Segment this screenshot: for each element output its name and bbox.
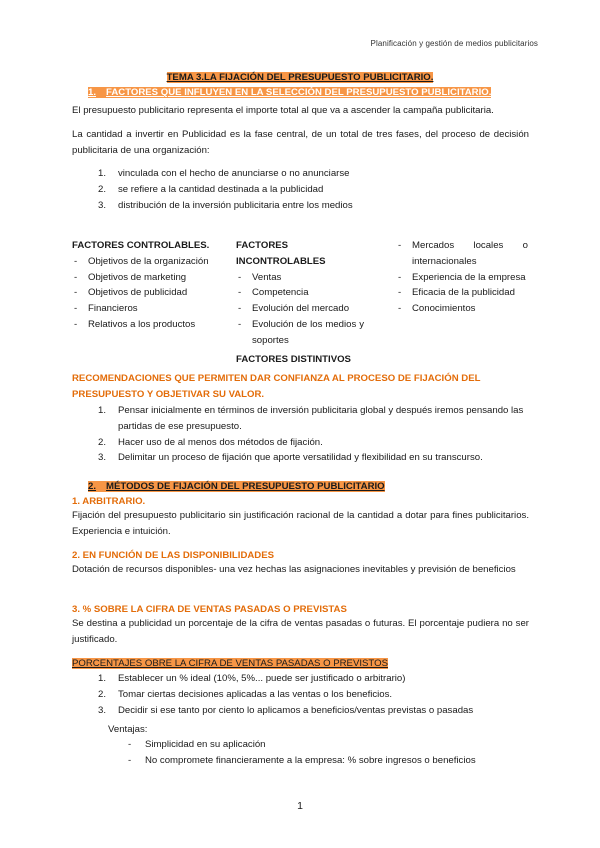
controllable-factors (72, 238, 212, 333)
list-item: 2. Tomar ciertas decisiones aplicadas a las ventas o los beneficios. (98, 688, 393, 700)
list-item: 1. Establecer un % ideal (10%, 5%... puede ser justificado o arbitrario) (98, 673, 406, 684)
recommendations-list (98, 403, 528, 466)
phases-list (98, 166, 538, 213)
section-2-heading-text (88, 481, 385, 492)
list-item: - Objetivos de publicidad (72, 285, 212, 301)
uncontrollable-factors-title: FACTORES INCONTROLABLES (236, 240, 326, 267)
method-1-text: Fijación del presupuesto publicitario sin justificación racional de la cantidad a dotar para fines publicitarios. Experiencia e intuición. (72, 510, 529, 537)
page-number: 1 (297, 800, 303, 812)
section-1-title: FACTORES QUE INFLUYEN EN LA SELECCIÓN DEL PRESUPUESTO PUBLICITARIO. (106, 87, 492, 98)
distinctive-factors (396, 238, 528, 317)
list-item: - Mercados locales o internacionales (396, 238, 528, 270)
list-item: 3. distribución de la inversión publicitaria entre los medios (98, 199, 353, 211)
section-2-title: MÉTODOS DE FIJACIÓN DEL PRESUPUESTO PUBLICITARIO (106, 481, 385, 492)
method-2-title: 2. EN FUNCIÓN DE LAS DISPONIBILIDADES (72, 550, 275, 561)
section-1-number: 1. (88, 87, 97, 98)
page-title (0, 70, 600, 86)
list-item: - Financieros (72, 301, 212, 317)
list-item: - Objetivos de la organización (72, 254, 212, 270)
method-2-text: Dotación de recursos disponibles- una vez hechas las asignaciones inevitables y previsión de beneficios (72, 564, 516, 575)
list-item: - Experiencia de la empresa (396, 270, 528, 286)
list-item: - Evolución de los medios y soportes (236, 317, 364, 349)
percentage-heading-text: PORCENTAJES OBRE LA CIFRA DE VENTAS PASADAS O PREVISTOS (72, 658, 388, 669)
list-item: - Evolución del mercado (236, 301, 364, 317)
section-1-intro: El presupuesto publicitario representa el importe total al que va a ascender la campaña publicitaria. (72, 105, 494, 116)
list-item: 2. se refiere a la cantidad destinada a la publicidad (98, 183, 324, 195)
list-item: - Objetivos de marketing (72, 270, 212, 286)
percentage-steps (98, 671, 538, 718)
running-header: Planificación y gestión de medios publicitarios (370, 39, 538, 48)
method-3-text: Se destina a publicidad un porcentaje de la cifra de ventas pasadas o futuras. El porcentaje pudiera no ser justificado. (72, 618, 529, 645)
list-item: - Competencia (236, 285, 364, 301)
section-1-heading (88, 85, 491, 101)
list-item: - Simplicidad en su aplicación (128, 737, 548, 753)
list-item: 1. vinculada con el hecho de anunciarse o no anunciarse (98, 168, 350, 179)
list-item: - Conocimientos (396, 301, 528, 317)
list-item: 3. Delimitar un proceso de fijación que aporte versatilidad y flexibilidad en su transcurso. (98, 452, 483, 464)
section-1-paragraph: La cantidad a invertir en Publicidad es la fase central, de un total de tres fases, del proceso de decisión publicitaria de una organización: (72, 129, 529, 156)
uncontrollable-factors (236, 238, 364, 367)
section-2-number: 2. (88, 481, 97, 492)
advantages-list (128, 737, 548, 769)
list-item: - No compromete financieramente a la empresa: % sobre ingresos o beneficios (128, 753, 548, 769)
section-2-heading (88, 479, 385, 495)
section-1-heading-text (88, 87, 491, 98)
percentage-heading (72, 656, 388, 672)
method-3-title: 3. % SOBRE LA CIFRA DE VENTAS PASADAS O PREVISTAS (72, 604, 347, 615)
recommendations-heading: RECOMENDACIONES QUE PERMITEN DAR CONFIANZA AL PROCESO DE FIJACIÓN DEL PRESUPUESTO Y OBJETIVAR SU VALOR. (72, 373, 481, 400)
page-title-text: TEMA 3.LA FIJACIÓN DEL PRESUPUESTO PUBLICITARIO. (166, 72, 434, 83)
controllable-factors-title: FACTORES CONTROLABLES. (72, 240, 210, 251)
list-item: 1. Pensar inicialmente en términos de inversión publicitaria global y después iremos pensando las partidas de ese presupuesto. (98, 405, 524, 432)
method-1-title: 1. ARBITRARIO. (72, 496, 146, 507)
advantages-label: Ventajas: (108, 724, 148, 735)
list-item: 3. Decidir si ese tanto por ciento lo aplicamos a beneficios/ventas previstas o pasadas (98, 704, 474, 716)
distinctive-factors-title: FACTORES DISTINTIVOS (236, 353, 351, 365)
list-item: - Eficacia de la publicidad (396, 285, 528, 301)
list-item: 2. Hacer uso de al menos dos métodos de fijación. (98, 436, 323, 448)
list-item: - Ventas (236, 270, 364, 286)
list-item: - Relativos a los productos (72, 317, 212, 333)
